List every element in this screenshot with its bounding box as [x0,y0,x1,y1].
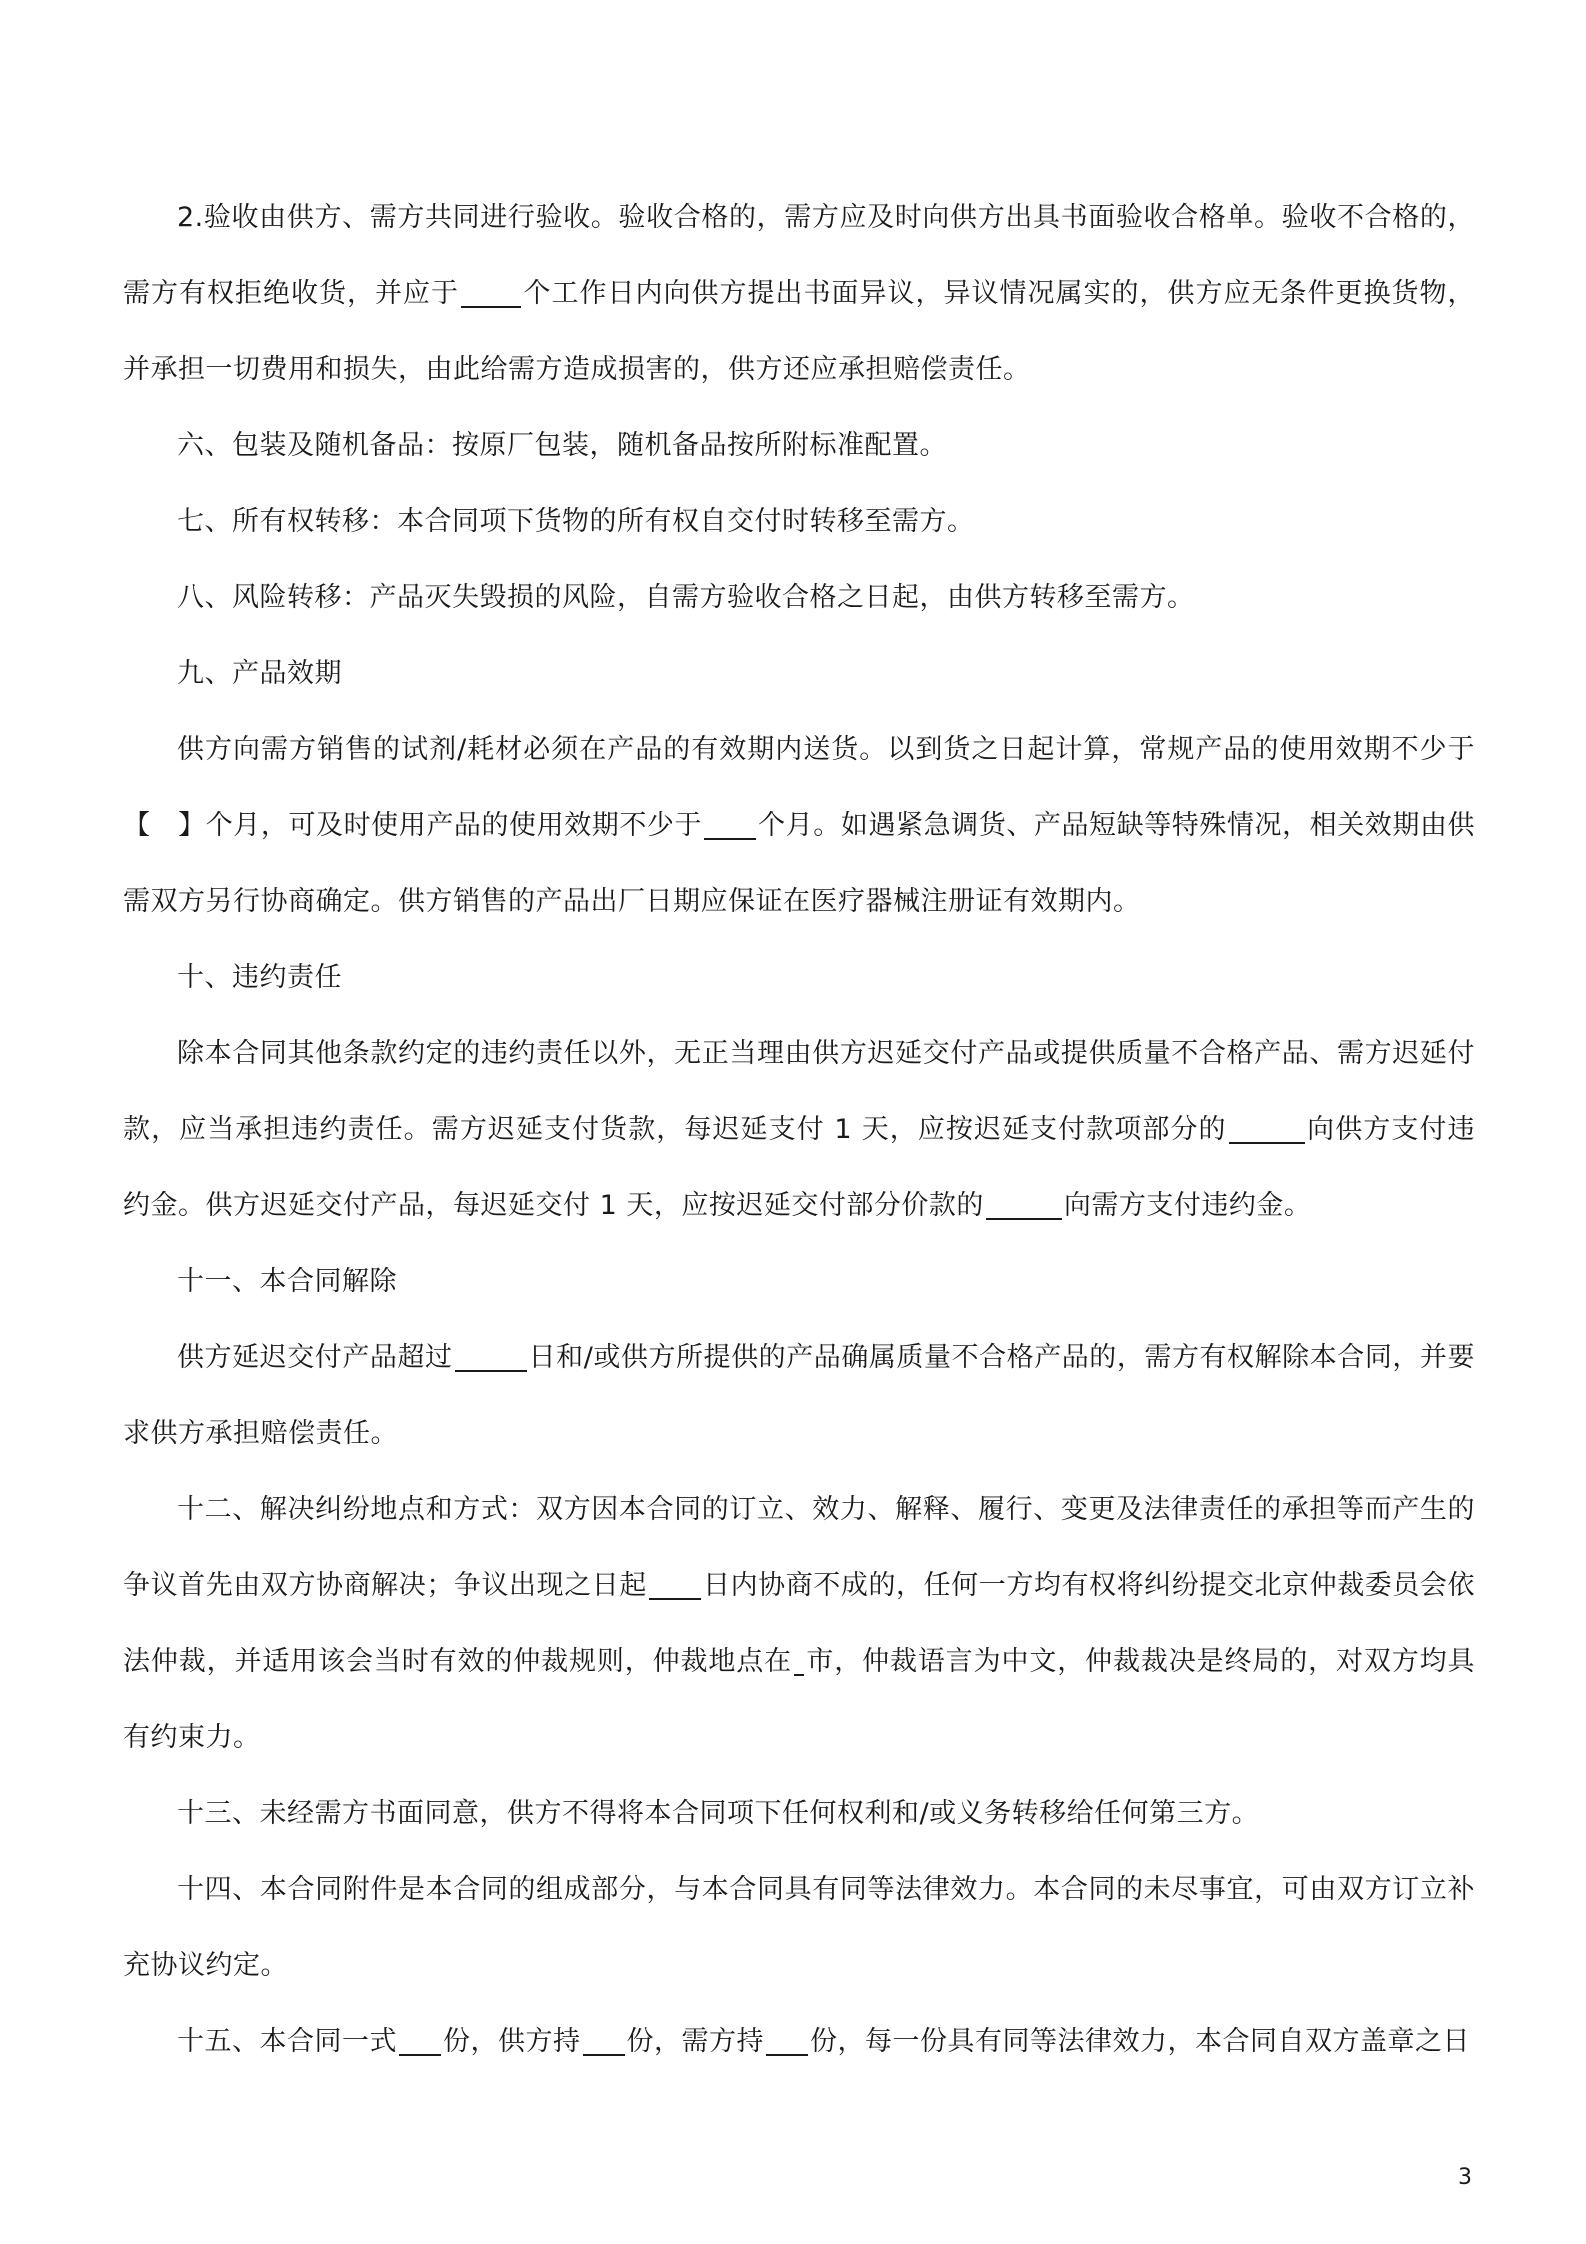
paragraph-assignment: 十三、未经需方书面同意，供方不得将本合同项下任何权利和/或义务转移给任何第三方。 [177,1798,1260,1829]
contract-body [123,180,1475,2080]
blank-line [794,1640,804,1676]
paragraph-risk: 八、风险转移：产品灭失毁损的风险，自需方验收合格之日起，由供方转移至需方。 [177,582,1195,613]
paragraph-acceptance: 2.验收由供方、需方共同进行验收。验收合格的，需方应及时向供方出具书面验收合格单。验收不合格的，需方有权拒绝收货，并应于 个工作日内向供方提出书面异议，异议情况属实的，供方应无条件更换货物，并承担一切费用和损失，由此给需方造成损害的，供方还应承担赔偿责任。 [123,202,1475,385]
blank-line [649,1564,701,1600]
paragraph-liability: 除本合同其他条款约定的违约责任以外，无正当理由供方迟延交付产品或提供质量不合格产品、需方迟延付款，应当承担违约责任。需方迟延支付货款，每迟延支付 1 天，应按迟延支付款项部分的 向供方支付违约金。供方迟延交付产品，每迟延交付 1 天，应按迟延交付部分价款的 向需方支付违约金。 [123,1038,1476,1221]
blank-line [986,1184,1062,1220]
blank-line [583,2020,625,2056]
blank-line [399,2020,441,2056]
heading-termination: 十一、本合同解除 [177,1266,397,1297]
blank-line [461,272,521,308]
heading-validity: 九、产品效期 [177,658,342,689]
page-number: 3 [1458,2165,1472,2190]
paragraph-termination: 供方延迟交付产品超过 日和/或供方所提供的产品确属质量不合格产品的，需方有权解除本合同，并要求供方承担赔偿责任。 [123,1320,1475,1472]
blank-line [455,1336,527,1372]
paragraph-dispute: 十二、解决纠纷地点和方式：双方因本合同的订立、效力、解释、履行、变更及法律责任的承担等而产生的争议首先由双方协商解决；争议出现之日起 日内协商不成的，任何一方均有权将纠纷提交北京仲裁委员会依法仲裁，并适用该会当时有效的仲裁规则，仲裁地点在 市，仲裁语言为中文，仲裁裁决是终局的，对双方均具有约束力。 [123,1494,1476,1753]
blank-line [704,804,756,840]
blank-line [1229,1108,1305,1144]
paragraph-validity: 供方向需方销售的试剂/耗材必须在产品的有效期内送货。以到货之日起计算，常规产品的使用效期不少于【 】个月，可及时使用产品的使用效期不少于 个月。如遇紧急调货、产品短缺等特殊情况，相关效期由供需双方另行协商确定。供方销售的产品出厂日期应保证在医疗器械注册证有效期内。 [123,734,1476,917]
paragraph-copies: 十五、本合同一式 份，供方持 份，需方持 份，每一份具有同等法律效力，本合同自双方盖章之日 [123,2004,1475,2080]
blank-line [766,2020,808,2056]
paragraph-attachments: 十四、本合同附件是本合同的组成部分，与本合同具有同等法律效力。本合同的未尽事宜，可由双方订立补充协议约定。 [123,1874,1475,1981]
paragraph-packaging: 六、包装及随机备品：按原厂包装，随机备品按所附标准配置。 [177,430,947,461]
heading-liability: 十、违约责任 [177,962,342,993]
paragraph-ownership: 七、所有权转移：本合同项下货物的所有权自交付时转移至需方。 [177,506,975,537]
